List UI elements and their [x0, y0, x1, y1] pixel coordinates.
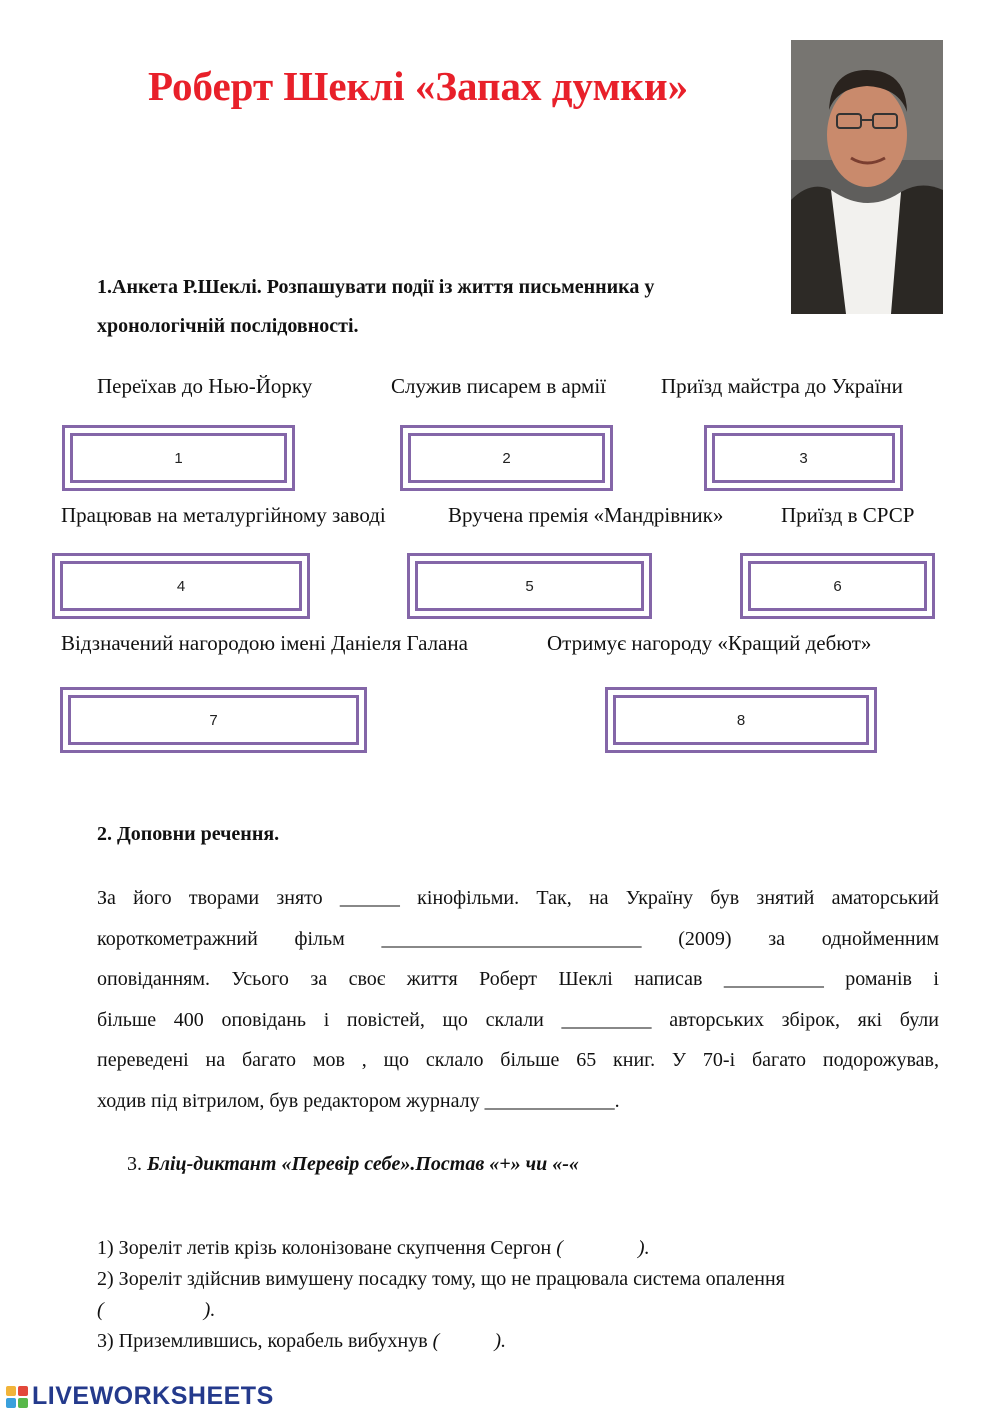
task3-list	[97, 1233, 785, 1357]
event-label: Переїхав до Нью-Йорку	[97, 374, 313, 398]
paragraph-line: оповіданням. Усього за своє життя Роберт Шеклі написав __________ романів і	[97, 968, 939, 990]
event-label: Приїзд в СРСР	[781, 503, 915, 527]
event-label: Отримує нагороду «Кращий дебют»	[547, 631, 872, 655]
paragraph-line: короткометражний фільм __________________________ (2009) за однойменним	[97, 927, 939, 950]
answer-box-1[interactable]: 1	[62, 425, 295, 491]
answer-slot[interactable]: ( ).	[432, 1330, 506, 1352]
answer-slot[interactable]: ( ).	[97, 1299, 216, 1321]
paragraph-line: переведені на багато мов , що склало більше 65 книг. У 70-і багато подорожував,	[97, 1049, 939, 1071]
answer-box-7[interactable]: 7	[60, 687, 367, 753]
answer-box-2[interactable]: 2	[400, 425, 613, 491]
event-label: Вручена премія «Мандрівник»	[448, 503, 724, 527]
author-portrait	[791, 40, 943, 314]
event-label: Приїзд майстра до України	[661, 374, 903, 398]
answer-box-5[interactable]: 5	[407, 553, 652, 619]
liveworksheets-logo[interactable]: LIVEWORKSHEETS	[6, 1382, 274, 1411]
list-item-continuation	[97, 1295, 785, 1326]
answer-box-8[interactable]: 8	[605, 687, 877, 753]
paragraph-line: За його творами знято ______ кінофільми. Так, на Україну був знятий аматорський	[97, 887, 939, 909]
page-title: Роберт Шеклі «Запах думки»	[148, 63, 689, 109]
portrait-photo-icon	[791, 40, 943, 314]
event-label: Працював на металургійному заводі	[61, 503, 386, 527]
task1-heading: 1.Анкета Р.Шеклі. Розпашувати події із життя письменника у хронологічній послідовності.	[97, 276, 655, 337]
paragraph-line: більше 400 оповідань і повістей, що склали _________ авторських збірок, які були	[97, 1008, 939, 1031]
list-item: 2) Зореліт здійснив вимушену посадку тому, що не працювала система опалення	[97, 1268, 785, 1290]
event-label: Служив писарем в армії	[391, 374, 606, 398]
event-label: Відзначений нагородою імені Даніеля Галана	[61, 631, 468, 655]
answer-box-6[interactable]: 6	[740, 553, 935, 619]
list-item: 1) Зореліт летів крізь колонізоване скупчення Сергон ( ).	[97, 1237, 650, 1259]
list-item: 3) Приземлившись, корабель вибухнув ( ).	[97, 1330, 506, 1352]
task2-paragraph	[97, 878, 939, 1121]
answer-box-3[interactable]: 3	[704, 425, 903, 491]
answer-box-4[interactable]: 4	[52, 553, 310, 619]
logo-blocks-icon	[6, 1386, 28, 1408]
paragraph-line: ходив під вітрилом, був редактором журналу _____________.	[97, 1089, 620, 1112]
task3-heading: 3. Бліц-диктант «Перевір себе».Постав «+» чи «-«	[127, 1153, 579, 1175]
answer-slot[interactable]: ( ).	[556, 1237, 650, 1259]
task2-heading: 2. Доповни речення.	[97, 823, 280, 845]
